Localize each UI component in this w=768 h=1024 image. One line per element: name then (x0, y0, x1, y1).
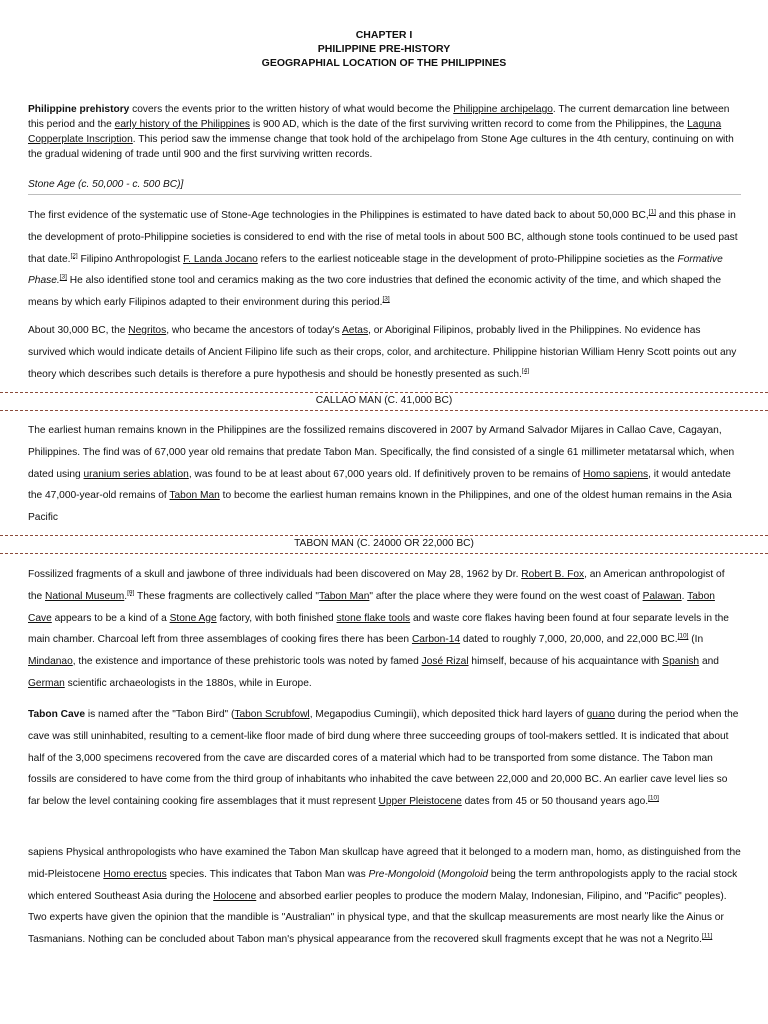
citation-ref[interactable]: [10] (677, 633, 689, 640)
stone-age-paragraph-2: About 30,000 BC, the Negritos, who became the ancestors of today's Aetas, or Aboriginal Filipinos, probably lived in the Philippines. No evidence has survived which would indicate details of Ancient Filipino life such as their crops, color, and architecture. Philippine historian William Henry Scott points out any theory which describes such details is therefore a pure hypothesis and should be honestly presented as such.[4] (28, 325, 737, 380)
link-spanish[interactable]: Spanish (662, 656, 700, 668)
link-philippine-archipelago[interactable]: Philippine archipelago (453, 104, 553, 115)
link-palawan[interactable]: Palawan (642, 590, 682, 602)
link-tabon-cave[interactable]: Tabon Cave (28, 590, 715, 624)
dashed-divider-top (0, 392, 768, 393)
link-german[interactable]: German (28, 677, 65, 689)
intro-paragraph: Philippine prehistory covers the events prior to the written history of what would become the Philippine archipelago. The current demarcation line between this period and the early history of the Philippines is 900 AD, which is the date of the first surviving written record to come from the Philippines, the Laguna Copperplate Inscription. This period saw the immense change that took hold of the archipelago from Stone Age cultures in the 4th century, continuing on with the gradual widening of trade until 900 and the first surviving written records. (28, 104, 734, 160)
citation-ref[interactable]: [9] (127, 589, 135, 597)
dashed-divider-top (0, 535, 768, 536)
link-mindanao[interactable]: Mindanao (28, 656, 73, 668)
chapter-heading (0, 28, 768, 70)
intro-term: Philippine prehistory (28, 104, 130, 115)
link-early-history[interactable]: early history of the Philippines (114, 119, 250, 130)
citation-ref[interactable]: [1] (648, 208, 656, 216)
link-stone-age[interactable]: Stone Age (169, 612, 217, 624)
stone-age-label: Stone Age (c. 50,000 - c. 500 BC)] (28, 179, 184, 190)
link-landa-jocano[interactable]: F. Landa Jocano (183, 253, 258, 265)
link-robert-fox[interactable]: Robert B. Fox (521, 569, 585, 580)
link-carbon-14[interactable]: Carbon-14 (411, 634, 461, 646)
link-aetas[interactable]: Aetas (342, 325, 369, 336)
chapter-title: PHILIPPINE PRE-HISTORY (317, 43, 451, 55)
link-guano[interactable]: guano (586, 709, 615, 720)
tabon-paragraph-2: Tabon Cave is named after the "Tabon Bird" (Tabon Scrubfowl, Megapodius Cumingii), which deposited thick hard layers of guano during the period when the cave was still uninhabited, resulting to a cement-like floor made of bird dung where three succeeding groups of tool-makers settled. It is indicated that about half of the 3,000 specimens recovered from the cave are discarded cores of a material which had to be transported from some distance. The Tabon man fossils are considered to have come from the third group of inhabitants who inhabited the cave between 22,000 and 20,000 BC. An earlier cave level lies so far below the level containing cooking fire assemblages that it must represent Upper Pleistocene dates from 45 or 50 thousand years ago.[10] (28, 709, 739, 808)
stone-age-paragraph-1: The first evidence of the systematic use of Stone-Age technologies in the Philippines is estimated to have dated back to about 50,000 BC,[1] and this phase in the development of proto-Philippine societies is considered to end with the rise of metal tools in about 500 BC, although stone tools continued to be used past that date.[2] Filipino Anthropologist F. Landa Jocano refers to the earliest noticeable stage in the development of proto-Philippine societies as the Formative Phase.[3] He also identified stone tool and ceramics making as the two core industries that defined the economic activity of the time, and which shaped the means by which early Filipinos adapted to their environment during this period.[3] (28, 208, 738, 309)
citation-ref[interactable]: [4] (521, 367, 530, 375)
dashed-divider-bottom (0, 410, 768, 411)
section-divider (28, 194, 741, 195)
citation-ref[interactable]: [10] (648, 794, 659, 802)
callao-man-heading: CALLAO MAN (C. 41,000 BC) (315, 395, 453, 406)
link-negritos[interactable]: Negritos (128, 325, 167, 336)
tabon-paragraph-1: Fossilized fragments of a skull and jawbone of three individuals had been discovered on May 28, 1962 by Dr. Robert B. Fox, an American anthropologist of the National Museum.[9] These fragments are collectively called "Tabon Man" after the place where they were found on the west coast of Palawan. Tabon Cave appears to be a kind of a Stone Age factory, with both finished stone flake tools and waste core flakes having been found at four separate levels in the main chamber. Charcoal left from three assemblages of cooking fires there has been Carbon-14 dated to roughly 7,000, 20,000, and 22,000 BC.[10] (In Mindanao, the existence and importance of these prehistoric tools was noted by famed José Rizal himself, because of his acquaintance with Spanish and German scientific archaeologists in the 1880s, while in Europe. (28, 569, 729, 689)
link-tabon-scrubfowl[interactable]: Tabon Scrubfowl (234, 709, 310, 720)
link-laguna-copperplate[interactable]: Laguna Copperplate Inscription (28, 119, 722, 145)
tabon-cave-term: Tabon Cave (28, 709, 85, 720)
citation-ref[interactable]: [3] (59, 274, 67, 281)
citation-ref[interactable]: [3] (382, 295, 390, 303)
link-homo-erectus[interactable]: Homo erectus (103, 868, 167, 880)
link-national-museum[interactable]: National Museum (45, 590, 125, 602)
citation-ref[interactable]: [11] (701, 932, 713, 940)
link-uranium-series[interactable]: uranium series ablation (83, 468, 189, 480)
tabon-man-heading: TABON MAN (C. 24000 OR 22,000 BC) (294, 538, 474, 549)
link-jose-rizal[interactable]: José Rizal (421, 656, 469, 668)
link-stone-flake-tools[interactable]: stone flake tools (336, 612, 411, 624)
chapter-subtitle: GEOGRAPHIAL LOCATION OF THE PHILIPPINES (261, 57, 507, 69)
tabon-paragraph-3: sapiens Physical anthropologists who have examined the Tabon Man skullcap have agreed that it belonged to a modern man, homo, as distinguished from the mid-Pleistocene Homo erectus species. This indicates that Tabon Man was Pre-Mongoloid (Mongoloid being the term anthropologists apply to the racial stock which entered Southeast Asia during the Holocene and absorbed earlier peoples to produce the modern Malay, Indonesian, Filipino, and "Pacific" peoples). Two experts have given the opinion that the mandible is "Australian" in physical type, and that the skullcap measurements are most nearly like the Ainus or Tasmanians. Nothing can be concluded about Tabon man's physical appearance from the recovered skull fragments except that he was not a Negrito.[11] (28, 847, 741, 946)
link-tabon-man[interactable]: Tabon Man (169, 490, 220, 502)
dashed-divider-bottom (0, 553, 768, 554)
link-upper-pleistocene[interactable]: Upper Pleistocene (378, 796, 462, 808)
link-tabon-man[interactable]: Tabon Man (318, 590, 370, 602)
citation-ref[interactable]: [2] (70, 252, 78, 260)
callao-paragraph: The earliest human remains known in the Philippines are the fossilized remains discovered in 2007 by Armand Salvador Mijares in Callao Cave, Cagayan, Philippines. The find was of 67,000 year old remains that predate Tabon Man. Specifically, the find consisted of a single 61 millimeter metatarsal which, when dated using uranium series ablation, was found to be at least about 67,000 years old. If definitively proven to be remains of Homo sapiens, it would antedate the 47,000-year-old remains of Tabon Man to become the earliest human remains known in the Philippines, and one of the oldest human remains in the Asia Pacific (28, 425, 735, 524)
chapter-label: CHAPTER I (355, 29, 413, 41)
link-holocene[interactable]: Holocene (213, 890, 257, 902)
link-homo-sapiens[interactable]: Homo sapiens (583, 468, 649, 480)
